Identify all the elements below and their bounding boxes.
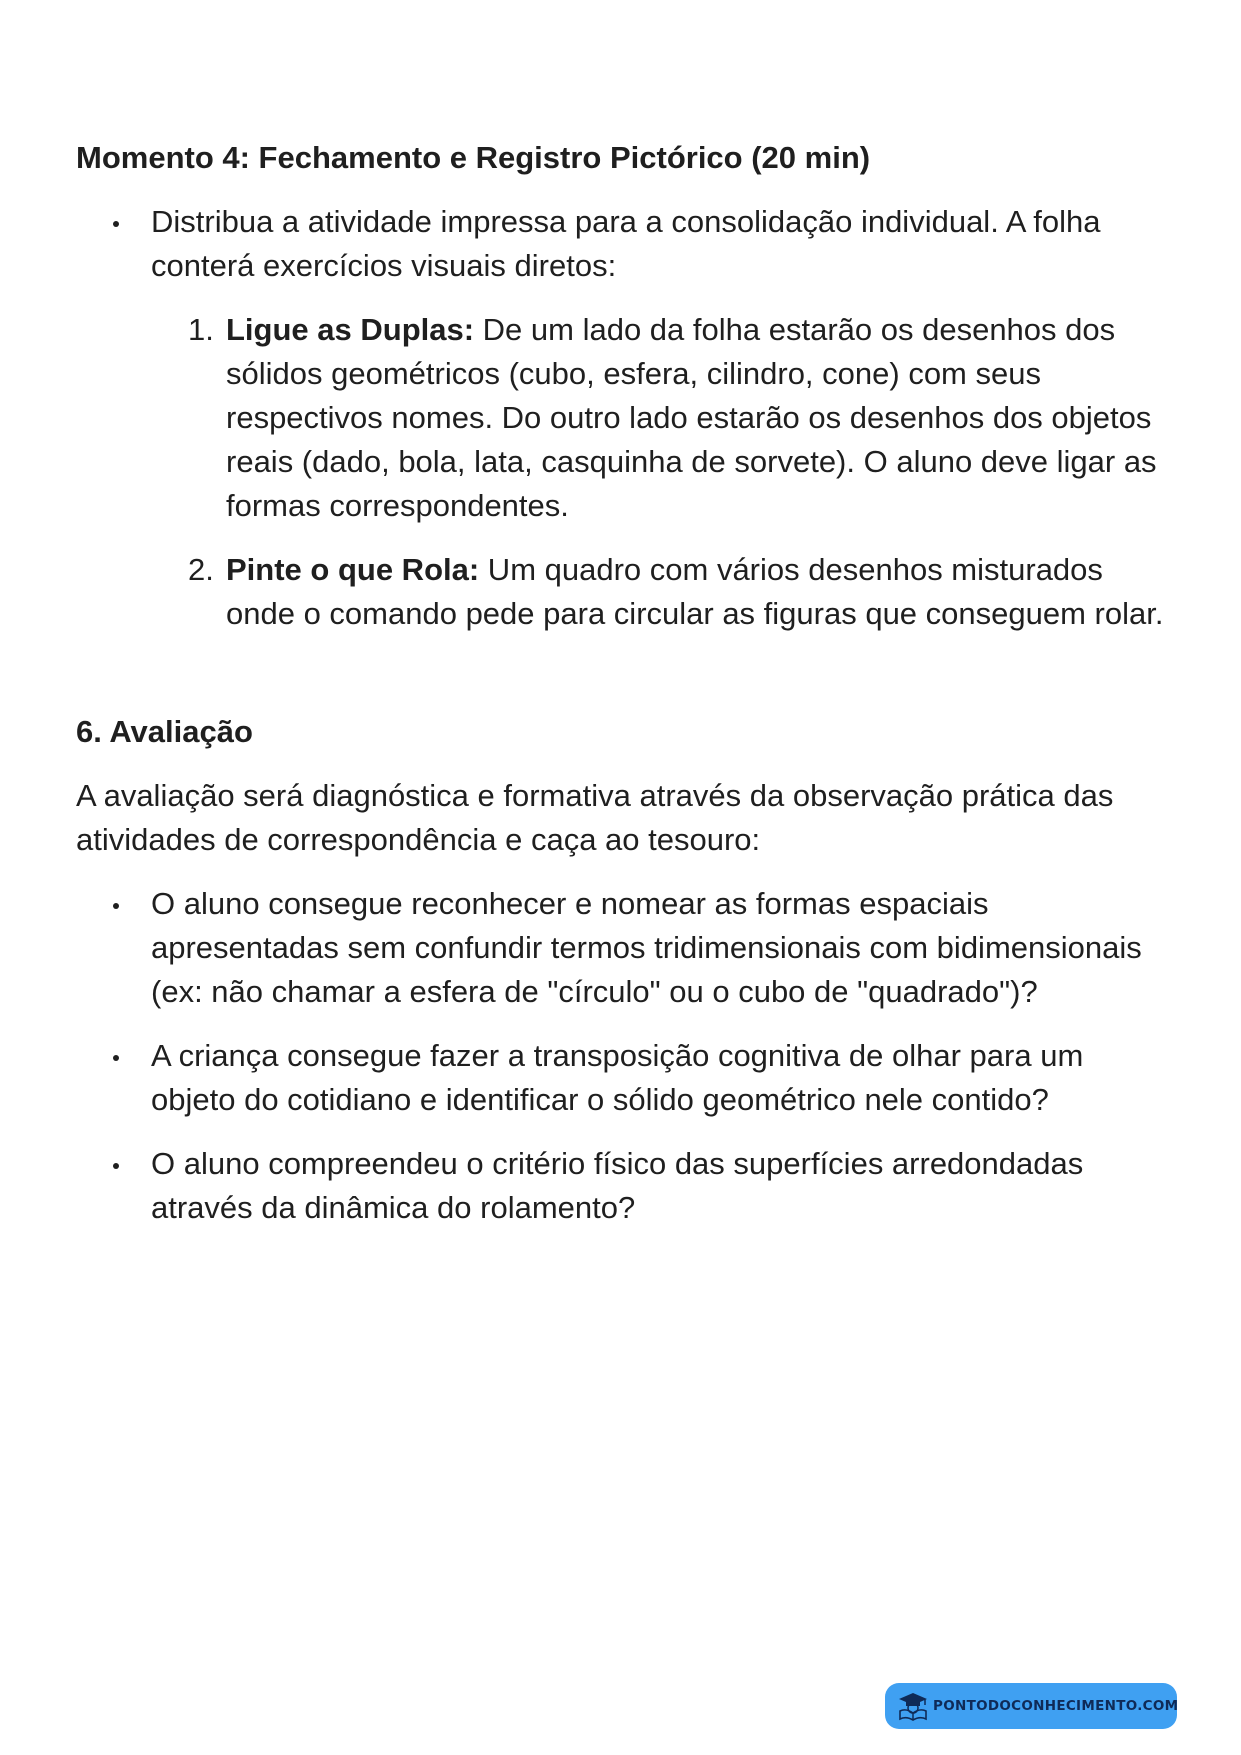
document-page <box>76 136 1176 1230</box>
item-text: De um lado da folha estarão os desenhos dos sólidos geométricos (cubo, esfera, cilindro, cone) com seus respectivos nomes. Do outro lado estarão os desenhos dos objetos reais (dado, bola, lata, casquinha de sorvete). O aluno deve ligar as formas correspondentes. <box>226 312 1157 523</box>
item-number: 2. <box>188 552 214 587</box>
bullet-text: O aluno consegue reconhecer e nomear as formas espaciais apresentadas sem confundir termos tridimensionais com bidimensionais (ex: não chamar a esfera de "círculo" ou o cubo de "quadrado")? <box>151 886 1142 1009</box>
bullet-dot <box>113 221 119 227</box>
moment4-bullet-list <box>76 200 1176 288</box>
list-item <box>76 548 1176 636</box>
bullet-text: Distribua a atividade impressa para a consolidação individual. A folha conterá exercícios visuais diretos: <box>151 204 1101 283</box>
list-item <box>76 200 1176 288</box>
site-name: PONTODOCONHECIMENTO.COM <box>933 1698 1179 1714</box>
evaluation-heading: 6. Avaliação <box>76 714 253 749</box>
bullet-dot <box>113 1055 119 1061</box>
bullet-dot <box>113 903 119 909</box>
moment4-heading: Momento 4: Fechamento e Registro Pictórico (20 min) <box>76 140 871 175</box>
moment4-numbered-list <box>76 308 1176 636</box>
site-badge[interactable] <box>885 1683 1177 1729</box>
item-number: 1. <box>188 312 214 347</box>
item-label: Pinte o que Rola: <box>226 552 480 587</box>
list-item <box>76 1142 1176 1230</box>
list-item <box>76 1034 1176 1122</box>
bullet-dot <box>113 1163 119 1169</box>
bullet-text: O aluno compreendeu o critério físico das superfícies arredondadas através da dinâmica do rolamento? <box>151 1146 1084 1225</box>
evaluation-intro: A avaliação será diagnóstica e formativa através da observação prática das atividades de correspondência e caça ao tesouro: <box>76 778 1114 857</box>
bullet-text: A criança consegue fazer a transposição cognitiva de olhar para um objeto do cotidiano e identificar o sólido geométrico nele contido? <box>151 1038 1084 1117</box>
item-label: Ligue as Duplas: <box>226 312 475 347</box>
list-item <box>76 882 1176 1014</box>
evaluation-bullet-list <box>76 882 1176 1230</box>
item-text: Um quadro com vários desenhos misturados onde o comando pede para circular as figuras que conseguem rolar. <box>226 552 1164 631</box>
list-item <box>76 308 1176 528</box>
graduation-book-icon <box>897 1691 929 1721</box>
